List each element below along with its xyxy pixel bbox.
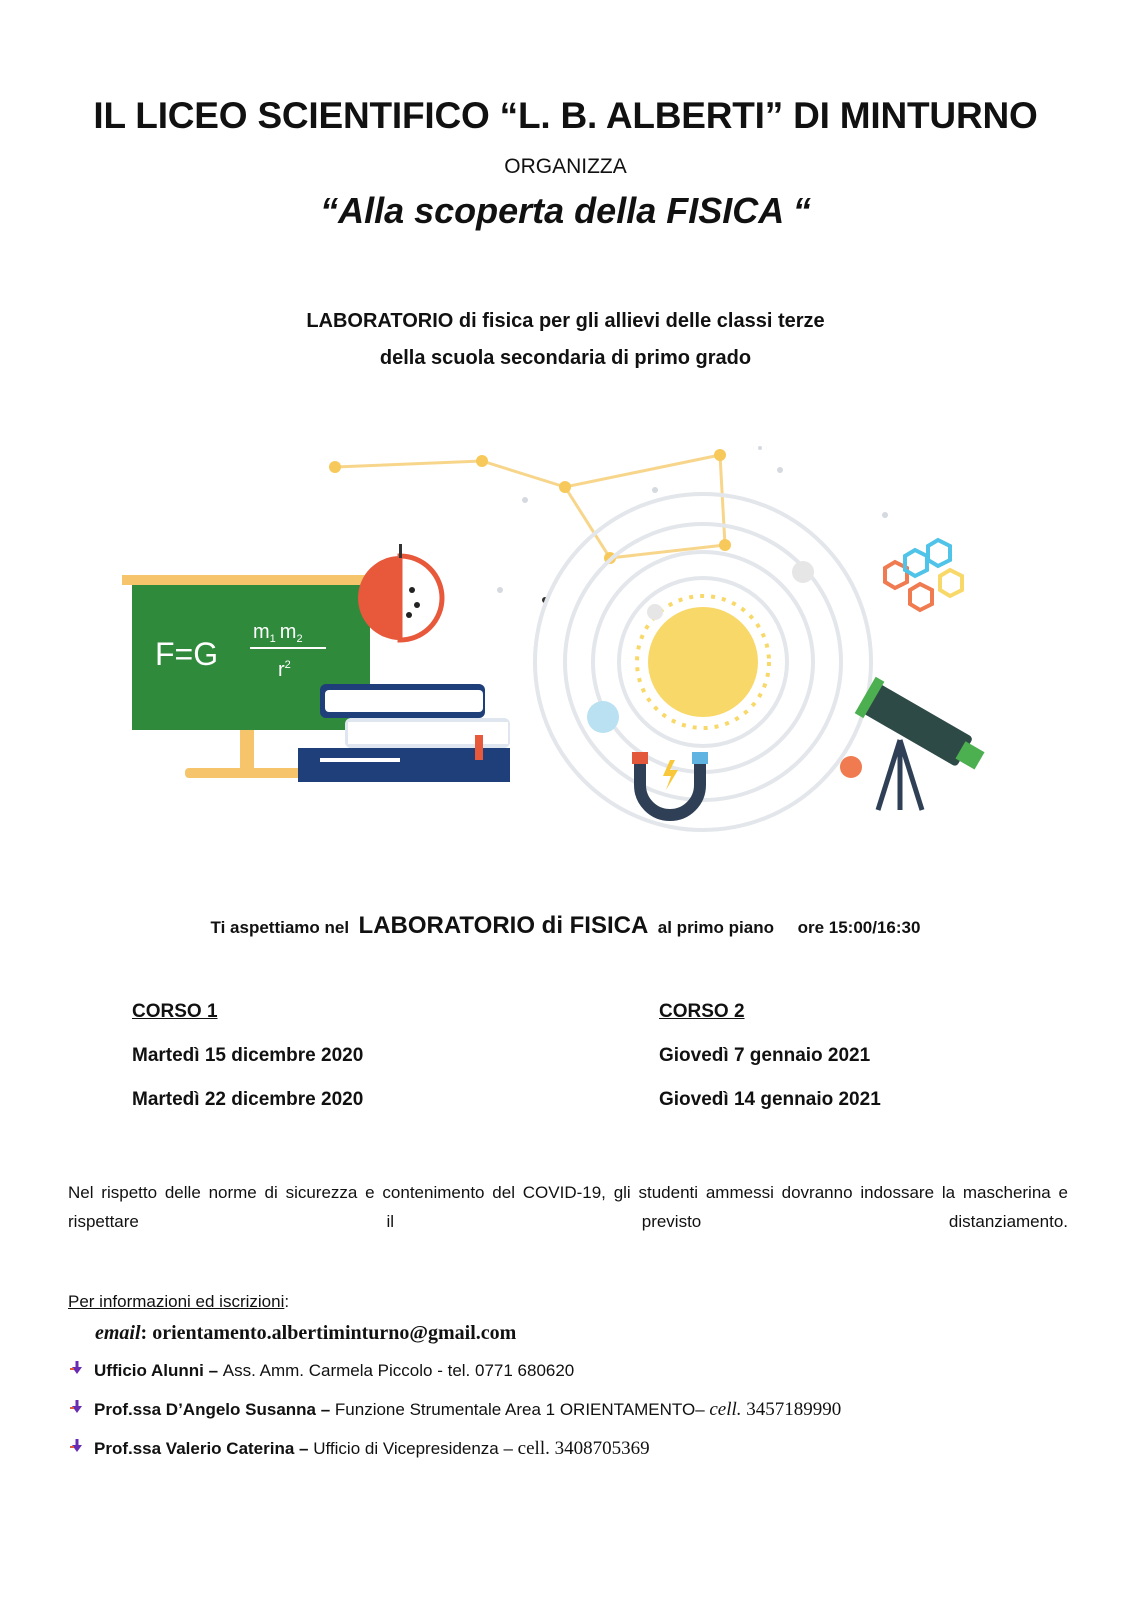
- arrow-down-icon: [68, 1360, 86, 1376]
- covid-note: Nel rispetto delle norme di sicurezza e contenimento del COVID-19, gli studenti ammessi dovranno indossare la mascherina e rispettare il previsto distanziamento.: [68, 1183, 1068, 1231]
- sparkles: [497, 446, 888, 593]
- arrow-down-icon: [68, 1399, 86, 1415]
- chalkboard-frame: [122, 575, 372, 585]
- course-2-heading: CORSO 2: [659, 1001, 745, 1022]
- email-line: email: orientamento.albertiminturno@gmail.com: [95, 1322, 517, 1344]
- course-2-date-2: Giovedì 14 gennaio 2021: [659, 1089, 881, 1110]
- physics-illustration: [120, 440, 1010, 840]
- description-line-1: LABORATORIO di fisica per gli allievi delle classi terze: [306, 310, 825, 332]
- contact-valerio: Prof.ssa Valerio Caterina – Ufficio di Vicepresidenza – cell. 3408705369: [68, 1438, 650, 1460]
- description-line-2: della scuola secondaria di primo grado: [379, 347, 752, 369]
- telescope-graphic: [855, 677, 990, 810]
- svg-text:m1m2: $m_1$ $m_2$: [253, 621, 303, 645]
- planet-grey: [792, 561, 814, 583]
- constellation-graphic: [335, 455, 725, 558]
- molecule-graphic: [885, 540, 962, 610]
- venue-floor: al primo piano: [657, 918, 774, 937]
- email-link[interactable]: orientamento.albertiminturno@gmail.com: [152, 1322, 517, 1344]
- event-subtitle: “Alla scoperta della FISICA “: [320, 190, 811, 231]
- venue-time: ore 15:00/16:30: [797, 918, 921, 937]
- planet-orange: [840, 756, 862, 778]
- arrow-down-icon: [68, 1438, 86, 1454]
- school-title: IL LICEO SCIENTIFICO “L. B. ALBERTI” DI MINTURNO: [93, 95, 1038, 136]
- venue-line: [0, 912, 1131, 940]
- course-2-date-1: Giovedì 7 gennaio 2021: [659, 1045, 871, 1066]
- venue-lab: LABORATORIO di FISICA: [358, 912, 649, 939]
- course-1-date-2: Martedì 22 dicembre 2020: [132, 1089, 364, 1110]
- course-1-heading: CORSO 1: [132, 1001, 218, 1022]
- sun: [648, 607, 758, 717]
- course-1-date-1: Martedì 15 dicembre 2020: [132, 1045, 364, 1066]
- planet-blue: [587, 701, 619, 733]
- email-label: email: [95, 1322, 141, 1344]
- contact-ufficio-alunni: Ufficio Alunni – Ass. Amm. Carmela Piccolo - tel. 0771 680620: [68, 1360, 574, 1381]
- magnet-graphic: [632, 752, 708, 815]
- formula-main: F=G: [155, 636, 219, 672]
- venue-prefix: Ti aspettiamo nel: [210, 918, 350, 937]
- apple-graphic: [358, 544, 442, 640]
- organizza-label: ORGANIZZA: [504, 155, 627, 178]
- contact-dangelo: Prof.ssa D’Angelo Susanna – Funzione Strumentale Area 1 ORIENTAMENTO– cell. 3457189990: [68, 1399, 841, 1421]
- books-graphic: [298, 684, 510, 782]
- svg-text:r2: $r^2$: [278, 659, 291, 681]
- info-heading: Per informazioni ed iscrizioni:: [68, 1292, 290, 1311]
